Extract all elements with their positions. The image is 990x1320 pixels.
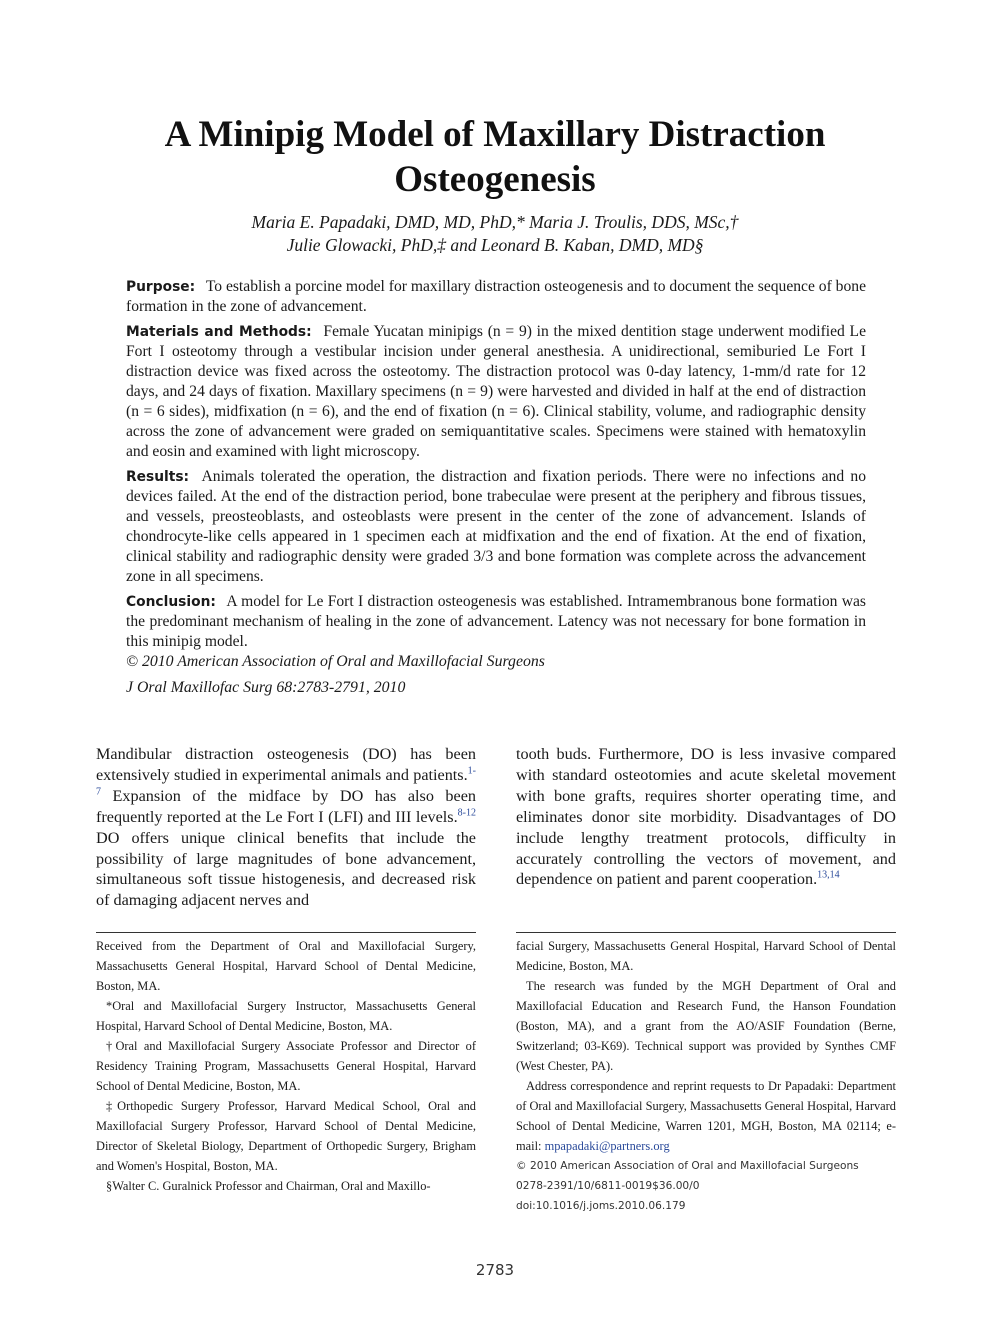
- abstract-copyright: © 2010 American Association of Oral and Maxillofacial Surgeons: [126, 653, 545, 670]
- body-text: tooth buds. Furthermore, DO is less invasive compared with standard osteotomies and acute skeletal movement with bone grafts, requires shorter operating time, and eliminates donor site morbidity. Disadvantages of DO include lengthy treatment protocols, difficulty in accurately controlling the vectors of movement, and dependence on patient and parent cooperation.: [516, 745, 896, 889]
- funding-note: The research was funded by the MGH Department of Oral and Maxillofacial Education and Research Fund, the Hanson Foundation (Boston, MA), and a grant from the AO/ASIF Foundation (Berne, Switzerland; 03-K69). Technical support was provided by Synthes CMF (West Chester, PA).: [516, 979, 896, 1073]
- received-note: Received from the Department of Oral and Maxillofacial Surgery, Massachusetts General Hospital, Harvard School of Dental Medicine, Boston, MA.: [96, 939, 476, 993]
- abstract-methods: [126, 322, 866, 462]
- author-list: [95, 211, 895, 257]
- body-text: DO offers unique clinical benefits that include the possibility of large magnitudes of bone advancement, simultaneous soft tissue histogenesis, and decreased risk of damaging adjacent nerves and: [96, 828, 476, 910]
- author-line-1: Maria E. Papadaki, DMD, MD, PhD,* Maria J. Troulis, DDS, MSc,†: [251, 212, 739, 232]
- abstract-purpose: [126, 277, 866, 317]
- author-affiliation-1: *Oral and Maxillofacial Surgery Instructor, Massachusetts General Hospital, Harvard School of Dental Medicine, Boston, MA.: [96, 999, 476, 1033]
- reference-link[interactable]: 13,14: [817, 870, 840, 882]
- author-affiliation-4: §Walter C. Guralnick Professor and Chairman, Oral and Maxillo-: [106, 1179, 431, 1193]
- methods-text: Female Yucatan minipigs (n = 9) in the mixed dentition stage underwent modified Le Fort I osteotomy through a vestibular incision under general anesthesia. A unidirectional, semiburied Le Fort I distraction device was fixed across the osteotomy. The distraction protocol was 0-day latency, 1-mm/d rate for 12 days, and 24 days of fixation. Maxillary specimens (n = 9) were harvested and divided in half at the end of distraction (n = 6 sides), midfixation (n = 6), and the end of fixation (n = 6). Clinical stability, volume, and radiographic density across the zone of advancement were graded on semiquantitative scales. Specimens were stained with hematoxylin and eosin and examined with light microscopy.: [126, 323, 866, 460]
- footnotes-left: [96, 936, 476, 1196]
- body-column-left: [96, 744, 476, 911]
- conclusion-label: Conclusion:: [126, 594, 216, 610]
- email-link[interactable]: mpapadaki@partners.org: [544, 1139, 670, 1153]
- author-affiliation-4-cont: facial Surgery, Massachusetts General Hospital, Harvard School of Dental Medicine, Boston, MA.: [516, 939, 896, 973]
- author-affiliation-2: †Oral and Maxillofacial Surgery Associate Professor and Director of Residency Training Program, Massachusetts General Hospital, Harvard School of Dental Medicine, Boston, MA.: [96, 1039, 476, 1093]
- footnotes-right: [516, 936, 896, 1216]
- abstract-results: [126, 467, 866, 587]
- footnote-divider-left: [96, 932, 476, 933]
- correspondence-note: [516, 1076, 896, 1156]
- page-number: 2783: [475, 1261, 515, 1279]
- abstract: [126, 277, 866, 703]
- copyright-line: © 2010 American Association of Oral and Maxillofacial Surgeons: [516, 1160, 859, 1172]
- purpose-label: Purpose:: [126, 279, 196, 295]
- footnote-divider-right: [516, 932, 896, 933]
- purpose-text: To establish a porcine model for maxillary distraction osteogenesis and to document the sequence of bone formation in the zone of advancement.: [126, 278, 866, 315]
- body-text: Mandibular distraction osteogenesis (DO) has been extensively studied in experimental animals and patients.: [96, 745, 476, 784]
- article-title: A Minipig Model of Maxillary Distraction Osteogenesis: [164, 114, 826, 200]
- conclusion-text: A model for Le Fort I distraction osteogenesis was established. Intramembranous bone formation was the predominant mechanism of healing in the zone of advancement. Latency was not necessary for bone formation in this minipig model.: [126, 593, 866, 650]
- abstract-conclusion: [126, 592, 866, 652]
- address-text: Address correspondence and reprint requests to Dr Papadaki: Department of Oral and Maxillofacial Surgery, Massachusetts General Hospital, Harvard School of Dental Medicine, Warren 1201, MGH, Boston, MA 02114; e-mail:: [516, 1079, 896, 1153]
- body-text: Expansion of the midface by DO has also been frequently reported at the Le Fort I (LFI) and III levels.: [96, 786, 476, 826]
- issn-line: 0278-2391/10/6811-0019$36.00/0: [516, 1180, 700, 1192]
- author-line-2: Julie Glowacki, PhD,‡ and Leonard B. Kaban, DMD, MD§: [286, 235, 704, 255]
- reference-link[interactable]: 1-7: [96, 765, 476, 798]
- author-affiliation-3: ‡Orthopedic Surgery Professor, Harvard Medical School, Oral and Maxillofacial Surgery Professor, Harvard School of Dental Medicine, Director of Skeletal Biology, Department of Orthopedic Surgery, Brigham and Women's Hospital, Boston, MA.: [96, 1099, 476, 1173]
- results-text: Animals tolerated the operation, the distraction and fixation periods. There were no infections and no devices failed. At the end of the distraction period, bone trabeculae were present at the periphery and fibrous tissues, and vessels, preosteoblasts, and osteoblasts were present in the center of the zone of advancement. Islands of chondrocyte-like cells appeared in 1 specimen each at midfixation and the end of fixation. At the end of fixation, clinical stability and radiographic density were graded 3/3 and bone formation was complete across the advancement zone in all specimens.: [126, 468, 866, 585]
- reference-link[interactable]: 8-12: [457, 807, 476, 819]
- body-column-right: [516, 744, 896, 890]
- doi-line[interactable]: doi:10.1016/j.joms.2010.06.179: [516, 1200, 686, 1212]
- methods-label: Materials and Methods:: [126, 324, 312, 340]
- journal-citation: J Oral Maxillofac Surg 68:2783-2791, 2010: [126, 678, 406, 696]
- results-label: Results:: [126, 469, 190, 485]
